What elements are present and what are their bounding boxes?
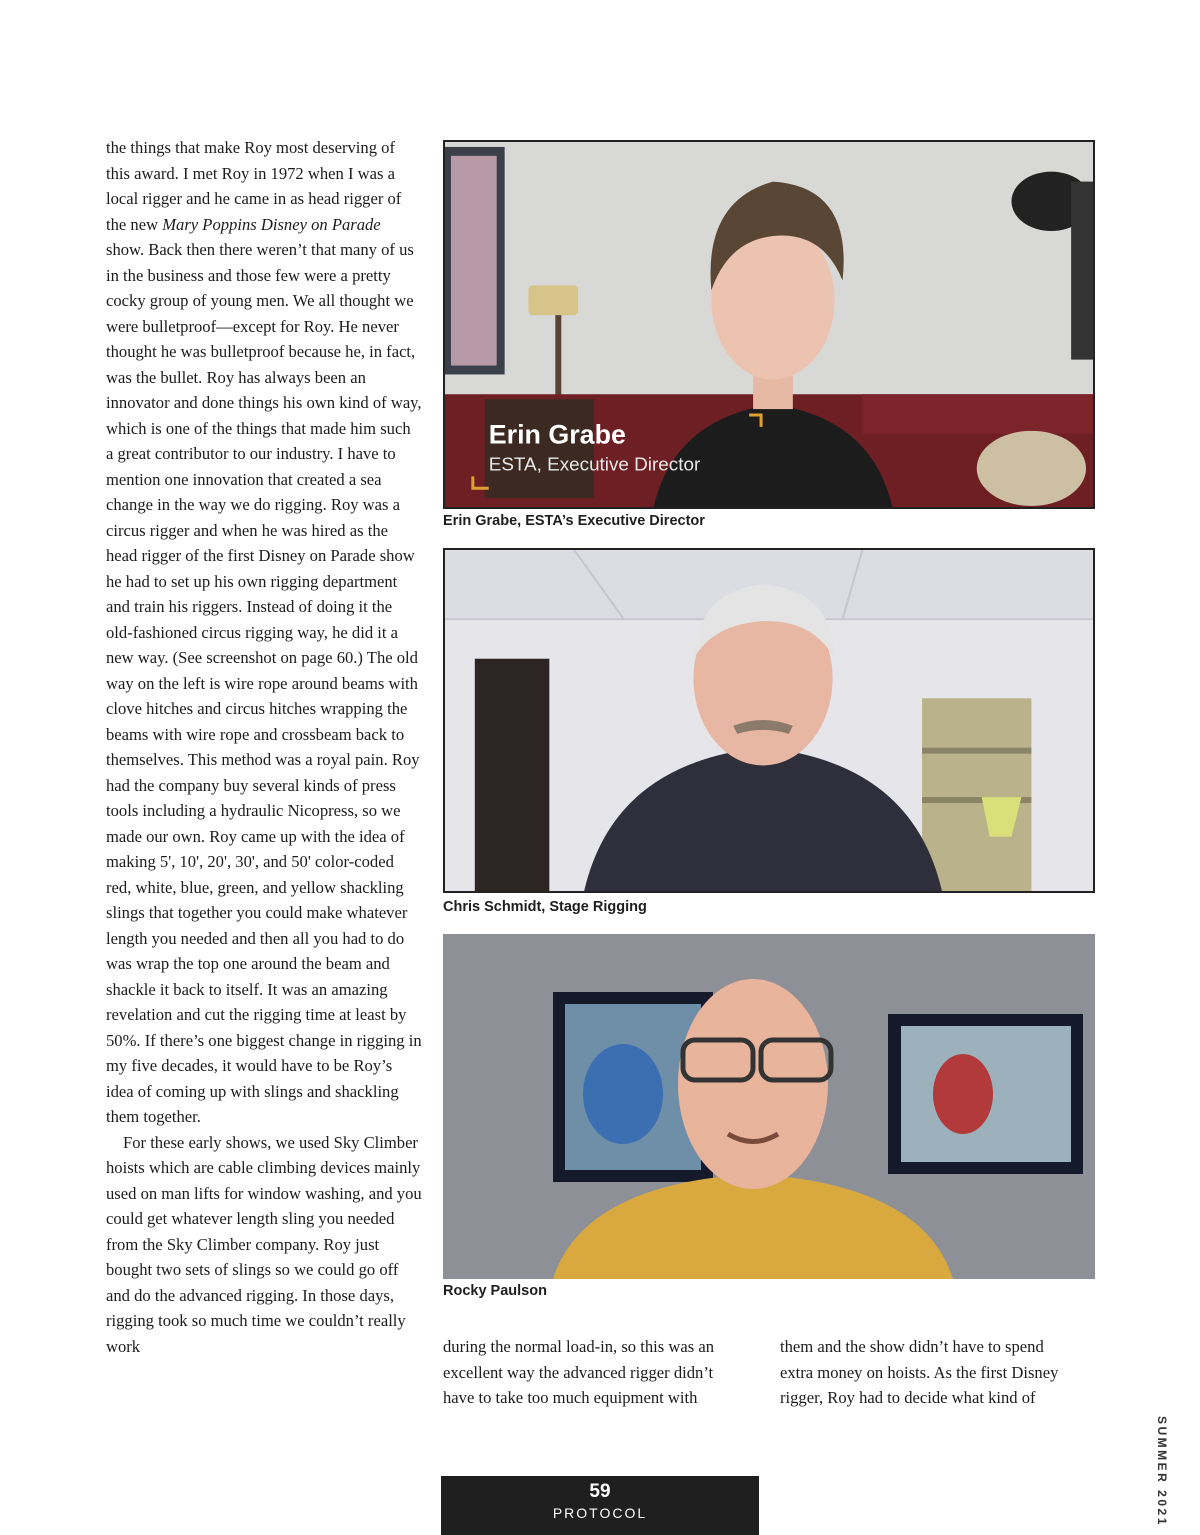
- photo-caption-rocky: Rocky Paulson: [443, 1283, 547, 1299]
- photo-erin-grabe: [443, 140, 1095, 509]
- page-number: 59: [589, 1481, 611, 1502]
- photo-chris-schmidt: [443, 548, 1095, 893]
- photo-rocky-paulson: [443, 934, 1095, 1279]
- show-title-italic: Mary Poppins Disney on Parade: [162, 214, 381, 234]
- photo-caption-chris: Chris Schmidt, Stage Rigging: [443, 899, 647, 915]
- issue-date-label: SUMMER 2021: [1155, 1416, 1169, 1527]
- overlay-title: ESTA, Executive Director: [488, 453, 701, 475]
- video-still-chris: [445, 550, 1093, 891]
- publication-name: PROTOCOL: [552, 1505, 648, 1521]
- body-paragraph: [106, 135, 422, 1130]
- video-still-rocky: [443, 934, 1095, 1279]
- photo-caption-erin: Erin Grabe, ESTA’s Executive Director: [443, 513, 705, 529]
- overlay-name: Erin Grabe: [488, 419, 626, 450]
- bottom-middle-text: during the normal load-in, so this was an excellent way the advanced rigger didn’t have to take too much equipment with: [443, 1337, 714, 1407]
- page-folio: [441, 1476, 759, 1535]
- left-text-column: [106, 135, 422, 1359]
- body-paragraph: For these early shows, we used Sky Climber hoists which are cable climbing devices mainly used on man lifts for window washing, and you could get whatever length sling you needed from the Sky Climber company. Roy just bought two sets of slings so we could go off and do the advanced rigging. In those days, rigging took so much time we couldn’t really work: [106, 1132, 422, 1356]
- body-text: show. Back then there weren’t that many of us in the business and those few were a pretty cocky group of young men. We all thought we were bulletproof—except for Roy. He never thought he was bulletproof because he, in fact, was the bullet. Roy has always been an innovator and done things his own kind of way, which is one of the things that made him such a great contributor to our industry. I have to mention one innovation that created a sea change in the way we do rigging. Roy was a circus rigger and when he was hired as the head rigger of the first Disney on Parade show he had to set up his own rigging department and train his riggers. Instead of doing it the old-fashioned circus rigging way, he did it a new way. (See screenshot on page 60.) The old way on the left is wire rope around beams with clove hitches and circus hitches wrapping the beams with wire rope and crossbeam back to themselves. This method was a royal pain. Roy had the company buy several kinds of press tools including a hydraulic Nicopress, so we made our own. Roy came up with the idea of making 5', 10', 20', 30', and 50' color-coded red, white, blue, green, and yellow shackling slings that together you could make whatever length you needed and then all you had to do was wrap the top one around the beam and shackle it back to itself. It was an amazing revelation and cut the rigging time at least by 50%. If there’s one biggest change in rigging in my five decades, it would have to be Roy’s idea of coming up with slings and shackling them together.: [106, 240, 422, 1126]
- body-text: the things that make Roy most deserving of this award. I met Roy in 1972 when I was a local rigger and he came in as head rigger of the new: [106, 138, 402, 234]
- video-still-erin: [445, 142, 1093, 507]
- bottom-right-text: them and the show didn’t have to spend extra money on hoists. As the first Disney rigger, Roy had to decide what kind of: [780, 1337, 1059, 1407]
